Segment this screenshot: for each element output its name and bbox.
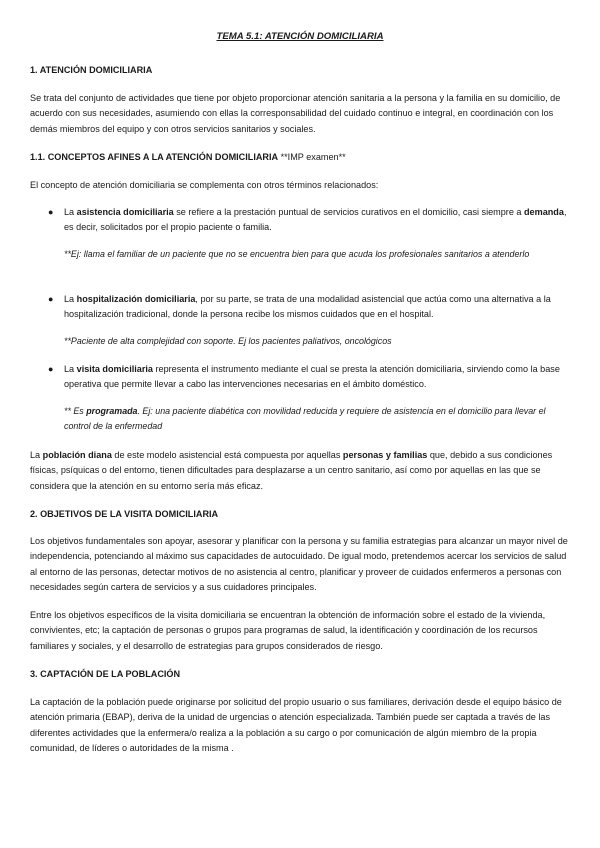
note-text: ** Es bbox=[64, 406, 87, 416]
section-2-heading: 2. OBJETIVOS DE LA VISITA DOMICILIARIA bbox=[30, 509, 219, 519]
note-asistencia: **Ej: llama el familiar de un paciente que no se encuentra bien para que acuda los profesionales sanitarios a atenderlo bbox=[64, 249, 530, 259]
section-1-1-heading bbox=[30, 150, 572, 165]
item-text: representa el instrumento mediante el cual se presta la atención domiciliaria, sirviendo como la base operativa que permite llevar a cabo las intervenciones necesarias en el ámbito doméstico. bbox=[64, 364, 560, 390]
item-text: , por su parte, se trata de una modalidad asistencial que actúa como una alternativa a la hospitalización tradicional, donde la persona recibe los mismos cuidados que en el hospital. bbox=[64, 294, 551, 320]
item-text: La bbox=[64, 294, 77, 304]
note-hospitalizacion: **Paciente de alta complejidad con soporte. Ej los pacientes paliativos, oncológicos bbox=[64, 336, 392, 346]
note-term: programada bbox=[86, 406, 138, 416]
list-item-visita bbox=[64, 362, 570, 393]
item-text: La bbox=[64, 207, 77, 217]
section-3-heading: 3. CAPTACIÓN DE LA POBLACIÓN bbox=[30, 669, 181, 679]
para-term: personas y familias bbox=[342, 450, 428, 460]
section-2-para-1: Los objetivos fundamentales son apoyar, asesorar y planificar con la persona y su familia estrategias para alcanzar un mayor nivel de independencia, potenciando al máximo sus capacidades de autocuidado. De igual modo, pretendemos acercar los servicios de salud al entorno de las personas, detectar motivos de no asistencia al centro, planificar y proveer de cuidados enfermeros a personas con necesidades según cartera de servicios y a sus cuidadores principales. bbox=[30, 536, 568, 593]
item-text: se refiere a la prestación puntual de servicios curativos en el domicilio, casi siempre a bbox=[173, 207, 524, 217]
exam-note: **IMP examen** bbox=[278, 152, 346, 162]
item-term: hospitalización domiciliaria bbox=[76, 294, 196, 304]
item-term: asistencia domiciliaria bbox=[76, 207, 174, 217]
page-title: TEMA 5.1: ATENCIÓN DOMICILIARIA bbox=[216, 31, 384, 42]
section-1-1-intro: El concepto de atención domiciliaria se complementa con otros términos relacionados: bbox=[30, 180, 379, 190]
item-text: , es decir, solicitados por el propio paciente o familia. bbox=[64, 207, 567, 233]
list-item-hospitalizacion bbox=[64, 292, 570, 323]
note-text: . Ej: una paciente diabética con movilidad reducida y requiere de asistencia en el domicilio para llevar el control de la enfermedad bbox=[64, 406, 546, 432]
para-text: de este modelo asistencial está compuesta por aquellas bbox=[111, 450, 343, 460]
section-2-para-2: Entre los objetivos específicos de la visita domiciliaria se encuentran la obtención de información sobre el estado de la vivienda, convivientes, etc; la captación de personas o grupos para programas de salud, la identificación y coordinación de los recursos familiares y sociales, y el desarrollo de estrategias para grupos considerados de riesgo. bbox=[30, 610, 546, 651]
bullet-icon: ● bbox=[48, 294, 54, 304]
bullet-icon: ● bbox=[48, 364, 54, 374]
item-term: visita domiciliaria bbox=[76, 364, 153, 374]
para-term: población diana bbox=[42, 450, 112, 460]
target-population-text bbox=[30, 448, 572, 494]
section-1-heading: 1. ATENCIÓN DOMICILIARIA bbox=[30, 65, 153, 75]
section-3-para-1: La captación de la población puede originarse por solicitud del propio usuario o sus familiares, derivación desde el equipo básico de atención primaria (EBAP), deriva de la unidad de urgencias o atención especializada. También puede ser captada a través de las diferentes actividades que la enfermera/o realiza a la población a su cargo o por comunicación de algún miembro de la propia comunidad, de líderes o autoridades de la misma . bbox=[30, 697, 562, 754]
item-text: La bbox=[64, 364, 77, 374]
note-visita bbox=[64, 404, 570, 435]
bullet-icon: ● bbox=[48, 207, 54, 217]
para-text: que, debido a sus condiciones físicas, psíquicas o del entorno, tienen dificultades para desplazarse a un centro sanitario, así como por aquellas en las que se considera que la atención en su entorno sería más eficaz. bbox=[30, 450, 553, 491]
para-text: La bbox=[30, 450, 43, 460]
item-term: demanda bbox=[524, 207, 564, 217]
section-1-text: Se trata del conjunto de actividades que tiene por objeto proporcionar atención sanitaria a la persona y la familia en su domicilio, de acuerdo con sus necesidades, asumiendo con ellas la corresponsabilidad del cuidado continuo e integral, en coordinación con los demás miembros del equipo y con otros servicios sanitarios y sociales. bbox=[30, 93, 561, 134]
section-1-1-title: 1.1. CONCEPTOS AFINES A LA ATENCIÓN DOMICILIARIA bbox=[30, 152, 279, 162]
list-item-asistencia bbox=[64, 205, 570, 236]
